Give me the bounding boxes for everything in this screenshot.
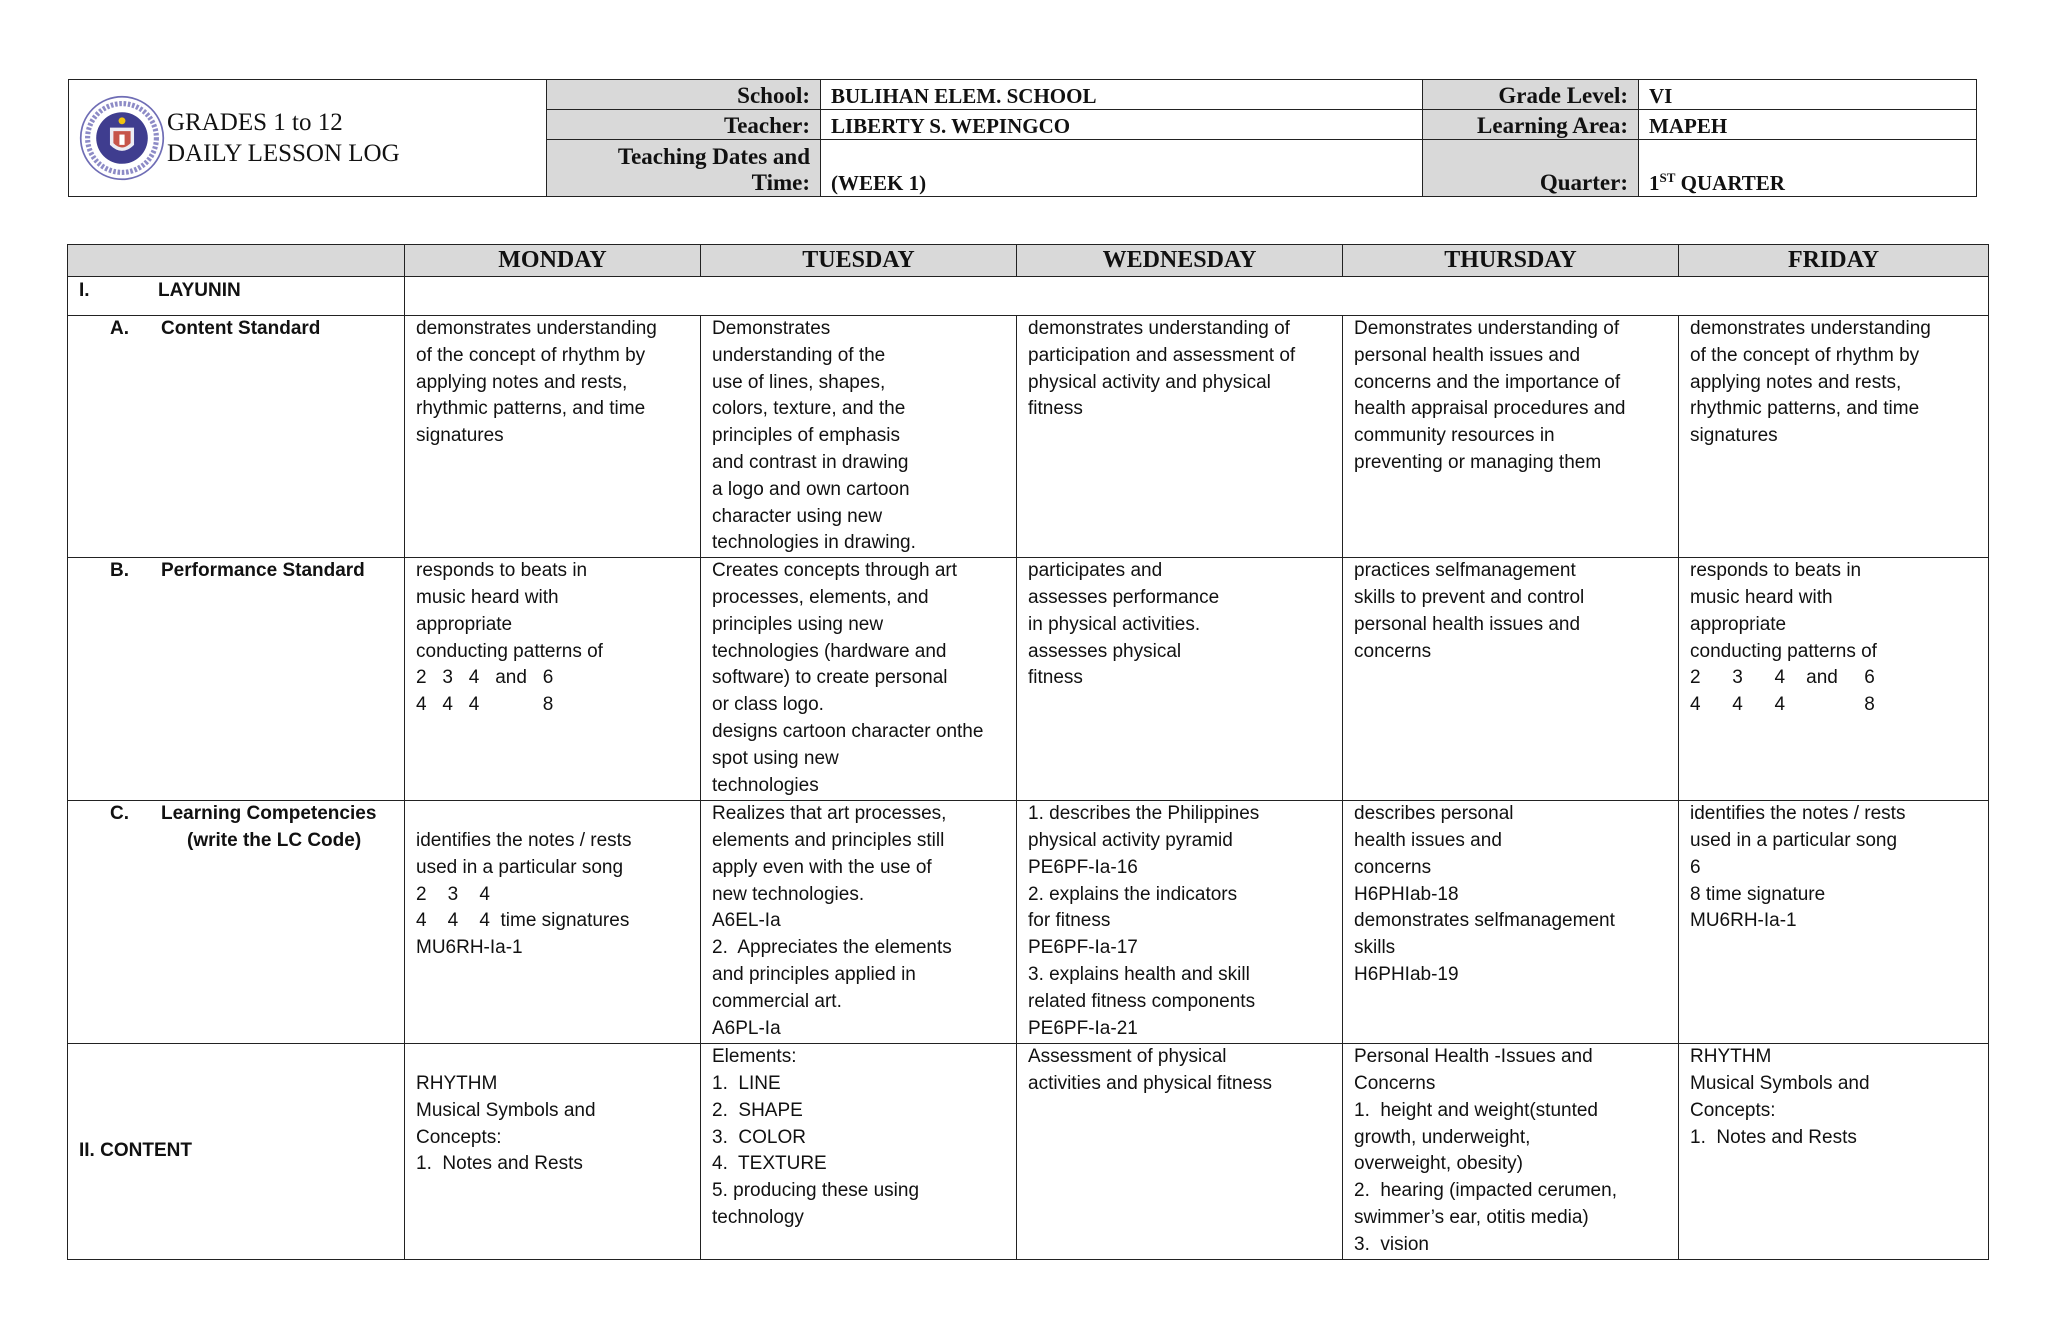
school-label: School: bbox=[547, 80, 821, 110]
learning-competencies-label bbox=[68, 801, 405, 1044]
row-label-text: Performance Standard bbox=[161, 560, 365, 582]
layunin-text: LAYUNIN bbox=[158, 280, 241, 301]
teaching-dates-value: (WEEK 1) bbox=[821, 139, 1423, 197]
row-sublabel: (write the LC Code) bbox=[187, 829, 362, 851]
row-letter: B. bbox=[110, 560, 129, 582]
quarter-label: Quarter: bbox=[1423, 139, 1639, 197]
teaching-dates-label-line1: Teaching Dates and bbox=[617, 144, 810, 169]
performance-standard-thursday: practices selfmanagement skills to prevent and control personal health issues and concerns bbox=[1343, 558, 1679, 801]
title-cell bbox=[69, 80, 547, 197]
performance-standard-wednesday: participates and assesses performance in physical activities. assesses physical fitness bbox=[1017, 558, 1343, 801]
learning-competencies-friday: identifies the notes / rests used in a particular song 6 8 time signature MU6RH-Ia-1 bbox=[1679, 801, 1989, 1044]
grade-level-label: Grade Level: bbox=[1423, 80, 1639, 110]
performance-standard-row bbox=[68, 558, 1989, 801]
content-tuesday: Elements: 1. LINE 2. SHAPE 3. COLOR 4. TEXTURE 5. producing these using technology bbox=[701, 1044, 1017, 1259]
performance-standard-tuesday: Creates concepts through art processes, elements, and principles using new technologies (hardware and software) to create personal or class logo. designs cartoon character onthe spot using new technologies bbox=[701, 558, 1017, 801]
content-thursday: Personal Health -Issues and Concerns 1. height and weight(stunted growth, underweight, overweight, obesity) 2. hearing (impacted cerumen, swimmer’s ear, otitis media) 3. vision bbox=[1343, 1044, 1679, 1259]
content-standard-friday: demonstrates understanding of the concept of rhythm by applying notes and rests, rhythmic patterns, and time signatures bbox=[1679, 316, 1989, 558]
teacher-label: Teacher: bbox=[547, 110, 821, 139]
title-line-2: DAILY LESSON LOG bbox=[167, 140, 400, 167]
day-header-monday: MONDAY bbox=[405, 245, 701, 277]
content-wednesday: Assessment of physical activities and physical fitness bbox=[1017, 1044, 1343, 1259]
quarter-text: QUARTER bbox=[1675, 171, 1785, 195]
learning-area-value: MAPEH bbox=[1639, 110, 1977, 139]
row-letter: C. bbox=[110, 803, 129, 825]
content-standard-tuesday: Demonstrates understanding of the use of lines, shapes, colors, texture, and the principles of emphasis and contrast in drawing a logo and own cartoon character using new technologies in drawing. bbox=[701, 316, 1017, 558]
learning-area-label: Learning Area: bbox=[1423, 110, 1639, 139]
layunin-row bbox=[68, 277, 1989, 316]
quarter-number: 1 bbox=[1649, 171, 1660, 195]
performance-standard-monday: responds to beats in music heard with appropriate conducting patterns of 2 3 4 and 6 4 4 4 8 bbox=[405, 558, 701, 801]
day-header-friday: FRIDAY bbox=[1679, 245, 1989, 277]
school-value: BULIHAN ELEM. SCHOOL bbox=[821, 80, 1423, 110]
performance-standard-label bbox=[68, 558, 405, 801]
day-header-tuesday: TUESDAY bbox=[701, 245, 1017, 277]
learning-competencies-tuesday: Realizes that art processes, elements and principles still apply even with the use of new technologies. A6EL-Ia 2. Appreciates the elements and principles applied in commercial art. A6PL-Ia bbox=[701, 801, 1017, 1044]
content-friday: RHYTHM Musical Symbols and Concepts: 1. Notes and Rests bbox=[1679, 1044, 1989, 1259]
learning-competencies-wednesday: 1. describes the Philippines physical activity pyramid PE6PF-Ia-16 2. explains the indicators for fitness PE6PF-Ia-17 3. explains health and skill related fitness components PE6PF-Ia-21 bbox=[1017, 801, 1343, 1044]
day-header-thursday: THURSDAY bbox=[1343, 245, 1679, 277]
row-label-text: Learning Competencies bbox=[161, 803, 377, 825]
content-standard-monday: demonstrates understanding of the concept of rhythm by applying notes and rests, rhythmic patterns, and time signatures bbox=[405, 316, 701, 558]
row-label-text: Content Standard bbox=[161, 318, 321, 339]
layunin-span-cell bbox=[405, 277, 1989, 316]
teaching-dates-label bbox=[547, 139, 821, 197]
performance-standard-friday: responds to beats in music heard with appropriate conducting patterns of 2 3 4 and 6 4 4 4 8 bbox=[1679, 558, 1989, 801]
quarter-suffix: ST bbox=[1659, 170, 1676, 185]
layunin-number: I. bbox=[79, 280, 90, 301]
layunin-label bbox=[68, 277, 405, 316]
content-label: II. CONTENT bbox=[68, 1044, 405, 1259]
learning-competencies-thursday: describes personal health issues and concerns H6PHIab-18 demonstrates selfmanagement skills H6PHIab-19 bbox=[1343, 801, 1679, 1044]
day-header-blank bbox=[68, 245, 405, 277]
content-monday: RHYTHM Musical Symbols and Concepts: 1. Notes and Rests bbox=[405, 1044, 701, 1259]
learning-competencies-row bbox=[68, 801, 1989, 1044]
grade-level-value: VI bbox=[1639, 80, 1977, 110]
content-standard-label bbox=[68, 316, 405, 558]
quarter-value bbox=[1639, 139, 1977, 197]
row-letter: A. bbox=[110, 318, 129, 339]
content-standard-row bbox=[68, 316, 1989, 558]
teacher-value: LIBERTY S. WEPINGCO bbox=[821, 110, 1423, 139]
day-header-row bbox=[68, 245, 1989, 277]
teaching-dates-label-line2: Time: bbox=[751, 170, 810, 195]
content-row bbox=[68, 1044, 1989, 1259]
deped-seal-icon bbox=[79, 95, 165, 181]
lesson-plan-table bbox=[67, 244, 1989, 1260]
day-header-wednesday: WEDNESDAY bbox=[1017, 245, 1343, 277]
title-line-1: GRADES 1 to 12 bbox=[167, 109, 343, 136]
content-standard-wednesday: demonstrates understanding of participation and assessment of physical activity and physical fitness bbox=[1017, 316, 1343, 558]
learning-competencies-monday: identifies the notes / rests used in a particular song 2 3 4 4 4 4 time signatures MU6RH-Ia-1 bbox=[405, 801, 701, 1044]
lesson-log-header bbox=[68, 79, 1977, 197]
content-standard-thursday: Demonstrates understanding of personal health issues and concerns and the importance of health appraisal procedures and community resources in preventing or managing them bbox=[1343, 316, 1679, 558]
